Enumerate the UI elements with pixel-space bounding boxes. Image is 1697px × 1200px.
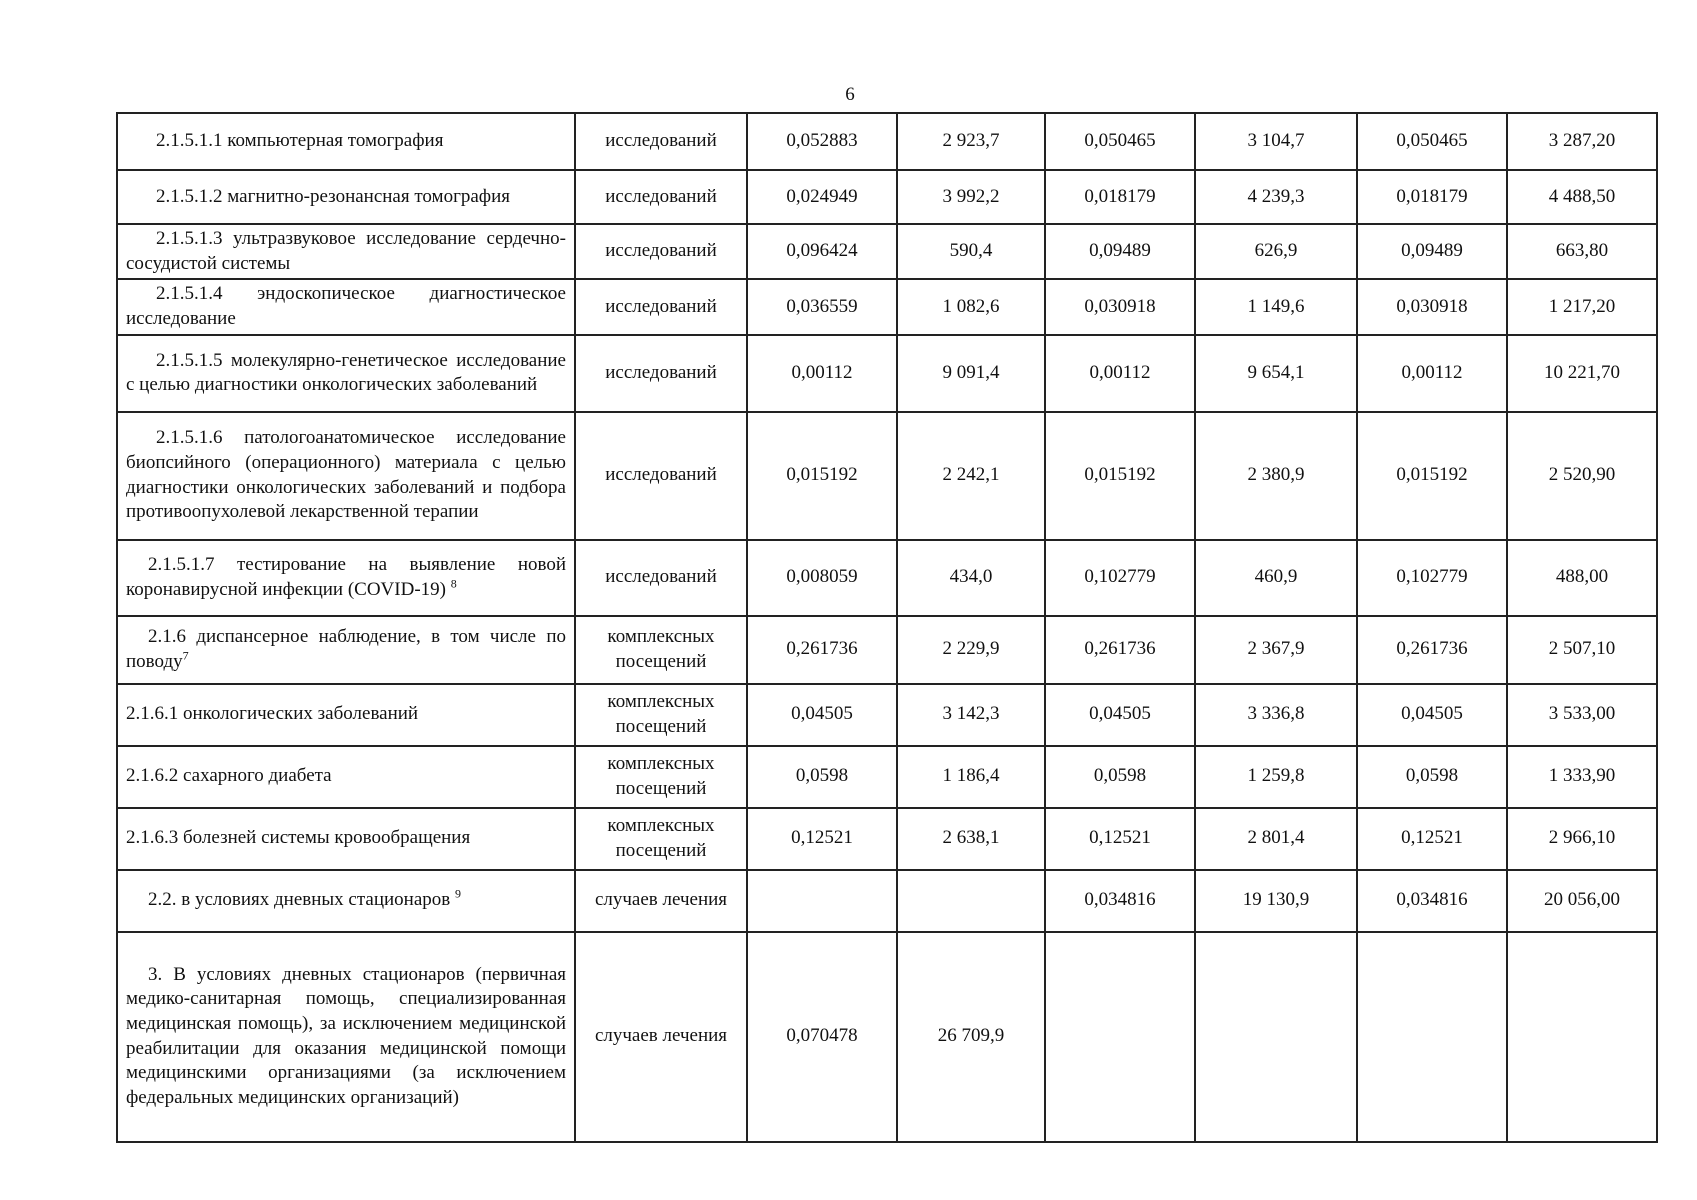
value-cell: 0,0598 (747, 746, 897, 808)
unit-cell: исследований (575, 279, 747, 334)
value-cell: 20 056,00 (1507, 870, 1657, 932)
value-cell: 0,050465 (1357, 113, 1507, 170)
value-cell: 0,036559 (747, 279, 897, 334)
value-cell: 0,04505 (1357, 684, 1507, 746)
row-name-cell (117, 113, 575, 170)
table-row (117, 170, 1657, 224)
value-cell: 0,052883 (747, 113, 897, 170)
row-name: 2.2. в условиях дневных стационаров (148, 889, 451, 911)
footnote-mark: 8 (450, 576, 457, 591)
value-cell: 460,9 (1195, 540, 1357, 616)
value-cell (1357, 932, 1507, 1142)
table-row (117, 808, 1657, 870)
row-name-cell (117, 170, 575, 224)
unit-cell: комплексных посещений (575, 684, 747, 746)
row-name: 3. В условиях дневных стационаров (первичная медико-санитарная помощь, специализированная медицинская помощь), за исключением медицинской реабилитации для оказания медицинской помощи медицинскими организациями (за исключением федеральных медицинских организаций) (126, 963, 566, 1109)
value-cell: 0,030918 (1357, 279, 1507, 334)
row-name-cell (117, 224, 575, 279)
value-cell: 590,4 (897, 224, 1045, 279)
value-cell (897, 870, 1045, 932)
row-name-cell (117, 932, 575, 1142)
value-cell: 3 104,7 (1195, 113, 1357, 170)
row-name: 2.1.6.3 болезней системы кровообращения (126, 827, 471, 849)
table-row (117, 870, 1657, 932)
value-cell: 0,008059 (747, 540, 897, 616)
value-cell: 0,102779 (1045, 540, 1195, 616)
unit-cell: исследований (575, 113, 747, 170)
value-cell: 0,102779 (1357, 540, 1507, 616)
value-cell: 2 966,10 (1507, 808, 1657, 870)
table-row (117, 335, 1657, 412)
row-name-cell (117, 412, 575, 540)
table-row (117, 684, 1657, 746)
value-cell: 434,0 (897, 540, 1045, 616)
value-cell: 0,0598 (1045, 746, 1195, 808)
table-row (117, 540, 1657, 616)
value-cell: 0,261736 (1357, 616, 1507, 684)
unit-cell: исследований (575, 224, 747, 279)
value-cell: 663,80 (1507, 224, 1657, 279)
row-name-cell (117, 808, 575, 870)
value-cell: 0,09489 (1357, 224, 1507, 279)
row-name-cell (117, 746, 575, 808)
value-cell: 0,261736 (747, 616, 897, 684)
value-cell: 0,12521 (1357, 808, 1507, 870)
row-name: 2.1.5.1.4 эндоскопическое диагностическое исследование (126, 283, 566, 330)
value-cell: 0,015192 (747, 412, 897, 540)
table-row (117, 932, 1657, 1142)
value-cell: 0,09489 (1045, 224, 1195, 279)
value-cell (1195, 932, 1357, 1142)
row-name: 2.1.5.1.6 патологоанатомическое исследование биопсийного (операционного) материала с целью диагностики онкологических заболеваний и подбора противоопухолевой лекарственной терапии (126, 427, 566, 523)
table-row (117, 616, 1657, 684)
value-cell: 1 259,8 (1195, 746, 1357, 808)
row-name: 2.1.5.1.1 компьютерная томография (156, 130, 444, 152)
value-cell: 626,9 (1195, 224, 1357, 279)
table-row (117, 113, 1657, 170)
table-row (117, 746, 1657, 808)
standards-table (116, 112, 1658, 1143)
value-cell: 1 217,20 (1507, 279, 1657, 334)
value-cell: 0,0598 (1357, 746, 1507, 808)
row-name-cell (117, 616, 575, 684)
unit-cell: комплексных посещений (575, 616, 747, 684)
unit-cell: исследований (575, 170, 747, 224)
value-cell: 2 380,9 (1195, 412, 1357, 540)
unit-cell: комплексных посещений (575, 746, 747, 808)
value-cell: 3 336,8 (1195, 684, 1357, 746)
value-cell: 0,034816 (1045, 870, 1195, 932)
unit-cell: исследований (575, 412, 747, 540)
value-cell: 0,018179 (1045, 170, 1195, 224)
value-cell: 0,00112 (1357, 335, 1507, 412)
value-cell: 1 082,6 (897, 279, 1045, 334)
value-cell: 0,096424 (747, 224, 897, 279)
value-cell: 2 801,4 (1195, 808, 1357, 870)
row-name: 2.1.6 диспансерное наблюдение, в том числе по поводу (126, 626, 566, 672)
row-name-cell (117, 279, 575, 334)
unit-cell: комплексных посещений (575, 808, 747, 870)
value-cell: 3 287,20 (1507, 113, 1657, 170)
table-row (117, 412, 1657, 540)
value-cell: 3 992,2 (897, 170, 1045, 224)
page-number: 6 (845, 84, 855, 105)
footnote-mark: 9 (455, 887, 461, 902)
row-name-cell (117, 540, 575, 616)
value-cell: 0,00112 (747, 335, 897, 412)
footnote-mark: 7 (182, 648, 189, 663)
row-name: 2.1.5.1.3 ультразвуковое исследование сердечно-сосудистой системы (126, 228, 566, 274)
value-cell: 9 654,1 (1195, 335, 1357, 412)
value-cell: 2 367,9 (1195, 616, 1357, 684)
value-cell: 0,018179 (1357, 170, 1507, 224)
row-name-cell (117, 335, 575, 412)
value-cell: 3 533,00 (1507, 684, 1657, 746)
value-cell: 9 091,4 (897, 335, 1045, 412)
value-cell: 0,00112 (1045, 335, 1195, 412)
value-cell: 0,030918 (1045, 279, 1195, 334)
value-cell (1507, 932, 1657, 1142)
value-cell: 2 923,7 (897, 113, 1045, 170)
value-cell: 3 142,3 (897, 684, 1045, 746)
value-cell: 0,12521 (747, 808, 897, 870)
value-cell: 0,070478 (747, 932, 897, 1142)
value-cell: 4 239,3 (1195, 170, 1357, 224)
row-name: 2.1.5.1.5 молекулярно-генетическое исследование с целью диагностики онкологических заболеваний (126, 349, 566, 396)
unit-cell: исследований (575, 540, 747, 616)
value-cell (747, 870, 897, 932)
row-name: 2.1.6.1 онкологических заболеваний (126, 703, 419, 725)
value-cell: 0,034816 (1357, 870, 1507, 932)
value-cell: 10 221,70 (1507, 335, 1657, 412)
table-row (117, 224, 1657, 279)
row-name: 2.1.5.1.7 тестирование на выявление новой коронавирусной инфекции (COVID-19) (126, 554, 566, 600)
value-cell: 2 520,90 (1507, 412, 1657, 540)
value-cell: 1 149,6 (1195, 279, 1357, 334)
value-cell: 2 229,9 (897, 616, 1045, 684)
unit-cell: случаев лечения (575, 870, 747, 932)
value-cell: 0,015192 (1357, 412, 1507, 540)
row-name-cell (117, 870, 575, 932)
value-cell: 0,024949 (747, 170, 897, 224)
row-name: 2.1.6.2 сахарного диабета (126, 765, 332, 787)
value-cell: 0,04505 (1045, 684, 1195, 746)
table-row (117, 279, 1657, 334)
value-cell: 0,261736 (1045, 616, 1195, 684)
value-cell: 2 242,1 (897, 412, 1045, 540)
value-cell: 0,12521 (1045, 808, 1195, 870)
value-cell: 1 333,90 (1507, 746, 1657, 808)
value-cell (1045, 932, 1195, 1142)
value-cell: 19 130,9 (1195, 870, 1357, 932)
value-cell: 0,050465 (1045, 113, 1195, 170)
row-name: 2.1.5.1.2 магнитно-резонансная томография (156, 185, 511, 207)
value-cell: 0,04505 (747, 684, 897, 746)
unit-cell: исследований (575, 335, 747, 412)
unit-cell: случаев лечения (575, 932, 747, 1142)
value-cell: 1 186,4 (897, 746, 1045, 808)
value-cell: 2 507,10 (1507, 616, 1657, 684)
value-cell: 2 638,1 (897, 808, 1045, 870)
value-cell: 26 709,9 (897, 932, 1045, 1142)
value-cell: 488,00 (1507, 540, 1657, 616)
value-cell: 4 488,50 (1507, 170, 1657, 224)
row-name-cell (117, 684, 575, 746)
value-cell: 0,015192 (1045, 412, 1195, 540)
